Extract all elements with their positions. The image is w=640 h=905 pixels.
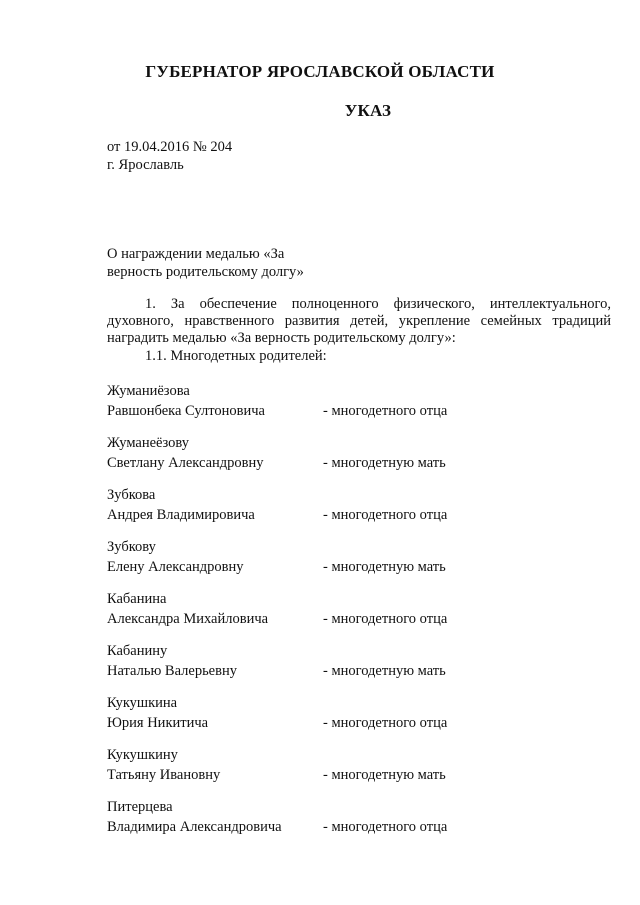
awardee-surname: Зубкову [107, 539, 156, 555]
point-1-1-heading: 1.1. Многодетных родителей: [145, 348, 327, 364]
awardee-surname: Жуманиёзова [107, 383, 190, 399]
awardee-role: - многодетного отца [323, 403, 448, 419]
awardee-surname: Кабанина [107, 591, 167, 607]
awardee-role: - многодетную мать [323, 455, 446, 471]
awardee-entry [107, 799, 627, 839]
awardee-surname: Жуманеёзову [107, 435, 189, 451]
awardee-given-names: Елену Александровну [107, 559, 244, 575]
awardee-surname: Зубкова [107, 487, 156, 503]
awardee-given-names: Светлану Александровну [107, 455, 264, 471]
awardee-role: - многодетного отца [323, 611, 448, 627]
awardee-surname: Кукушкину [107, 747, 178, 763]
subject-line-1: О награждении медалью «За [107, 246, 285, 262]
awardee-given-names: Татьяну Ивановну [107, 767, 221, 783]
awardee-entry [107, 435, 627, 475]
awardee-given-names: Равшонбека Султоновича [107, 403, 265, 419]
awardee-role: - многодетного отца [323, 819, 448, 835]
awardee-given-names: Владимира Александровича [107, 819, 282, 835]
awardee-entry [107, 643, 627, 683]
document-date-number: от 19.04.2016 № 204 [107, 139, 233, 155]
awardee-entry [107, 383, 627, 423]
awardee-surname: Кабанину [107, 643, 168, 659]
awardee-role: - многодетного отца [323, 507, 448, 523]
awardee-given-names: Александра Михайловича [107, 611, 269, 627]
issuing-authority-heading: ГУБЕРНАТОР ЯРОСЛАВСКОЙ ОБЛАСТИ [145, 62, 495, 81]
point-1-paragraph [107, 296, 611, 347]
awardee-entry [107, 747, 627, 787]
awardee-given-names: Наталью Валерьевну [107, 663, 237, 679]
awardee-entry [107, 695, 627, 735]
awardee-entry [107, 487, 627, 527]
document-city: г. Ярославль [107, 157, 184, 173]
document-type-heading: УКАЗ [344, 101, 392, 120]
awardee-entry [107, 591, 627, 631]
awardee-role: - многодетную мать [323, 767, 446, 783]
awardee-role: - многодетную мать [323, 663, 446, 679]
awardee-role: - многодетную мать [323, 559, 446, 575]
awardee-given-names: Андрея Владимировича [107, 507, 255, 523]
point-1-text: 1. За обеспечение полноценного физического, интеллектуального, духовного, нравственного развития детей, укрепление семейных традиций наградить медалью «За верность родительскому долгу»: [107, 296, 611, 346]
awardee-surname: Кукушкина [107, 695, 178, 711]
awardee-entry [107, 539, 627, 579]
awardee-surname: Питерцева [107, 799, 173, 815]
awardee-role: - многодетного отца [323, 715, 448, 731]
subject-line-2: верность родительскому долгу» [107, 264, 304, 280]
awardee-given-names: Юрия Никитича [107, 715, 209, 731]
